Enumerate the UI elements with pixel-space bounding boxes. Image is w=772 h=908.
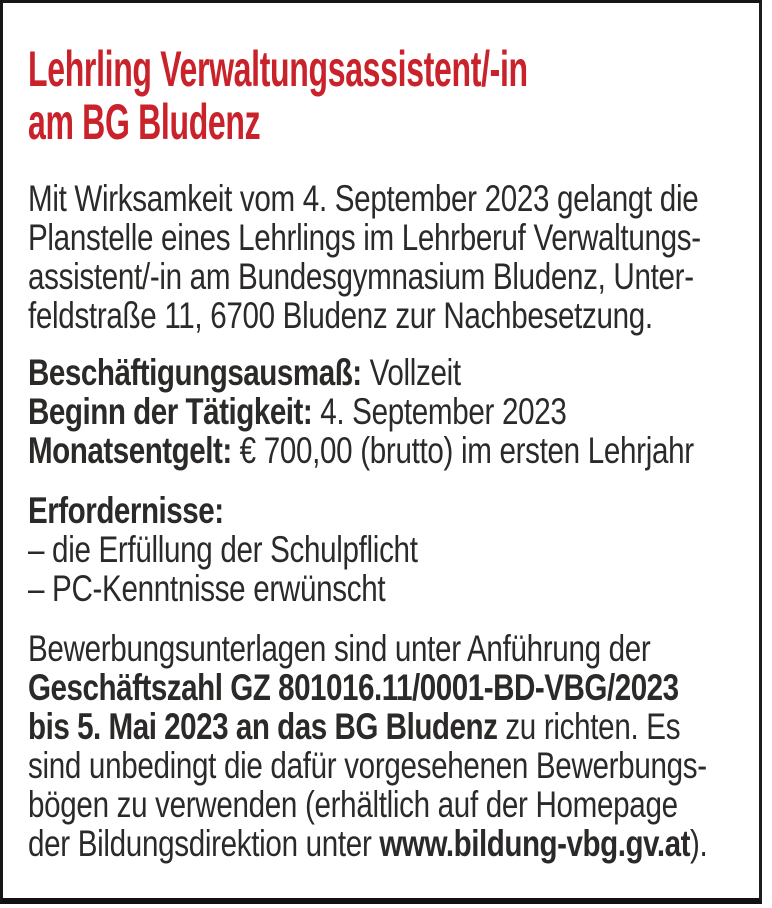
text-segment: assistent/-in am Bundesgymnasium Bludenz, Unter- [28, 256, 694, 297]
ad-title [28, 43, 762, 149]
text-segment: ). [689, 823, 708, 864]
text-line [28, 179, 762, 218]
paragraph-requirements [28, 491, 762, 608]
text-line [28, 431, 762, 470]
start-date-value: 4. September 2023 [312, 391, 567, 432]
website-line [28, 824, 762, 863]
monthly-salary-value: € 700,00 (brutto) im ersten Lehrjahr [231, 430, 694, 471]
requirements-heading-text: Erfordernisse: [28, 490, 224, 531]
text-line [28, 257, 762, 296]
text-segment: Bewerbungsunterlagen sind unter Anführung der [28, 628, 651, 669]
text-line [28, 629, 762, 668]
employment-extent-label: Beschäftigungsausmaß: [28, 352, 362, 393]
text-line [28, 218, 762, 257]
title-line-1 [28, 43, 762, 96]
website-url: www.bildung-vbg.gv.at [379, 823, 690, 864]
ad-content [3, 43, 759, 863]
text-line [28, 746, 762, 785]
employment-extent-value: Vollzeit [361, 352, 461, 393]
requirement-item [28, 530, 762, 569]
text-line [28, 296, 762, 335]
text-segment: sind unbedingt die dafür vorgesehenen Bewerbungs- [28, 745, 707, 786]
text-segment: Mit Wirksamkeit vom 4. September 2023 gelangt die [28, 178, 699, 219]
title-text: am BG Bludenz [28, 94, 261, 150]
text-segment: zu richten. Es [497, 706, 681, 747]
application-deadline: bis 5. Mai 2023 an das BG Bludenz [28, 706, 498, 747]
text-segment: der Bildungsdirektion unter [28, 823, 380, 864]
deadline-line [28, 707, 762, 746]
reference-number: Geschäftszahl GZ 801016.11/0001-BD-VBG/2023 [28, 667, 679, 708]
reference-number-line [28, 668, 762, 707]
requirement-text: – die Erfüllung der Schulpflicht [28, 529, 418, 570]
text-line [28, 785, 762, 824]
start-date-label: Beginn der Tätigkeit: [28, 391, 313, 432]
monthly-salary-label: Monatsentgelt: [28, 430, 232, 471]
paragraph-application [28, 629, 762, 863]
requirement-text: – PC-Kenntnisse erwünscht [28, 568, 386, 609]
text-line [28, 353, 762, 392]
paragraph-intro [28, 179, 762, 335]
text-segment: Planstelle eines Lehrlings im Lehrberuf Verwaltungs- [28, 217, 701, 258]
title-text: Lehrling Verwaltungsassistent/-in [28, 41, 528, 97]
text-segment: feldstraße 11, 6700 Bludenz zur Nachbesetzung. [28, 295, 653, 336]
title-line-2 [28, 96, 762, 149]
paragraph-conditions [28, 353, 762, 470]
requirements-heading [28, 491, 762, 530]
text-line [28, 392, 762, 431]
text-segment: bögen zu verwenden (erhältlich auf der Homepage [28, 784, 678, 825]
requirement-item [28, 569, 762, 608]
